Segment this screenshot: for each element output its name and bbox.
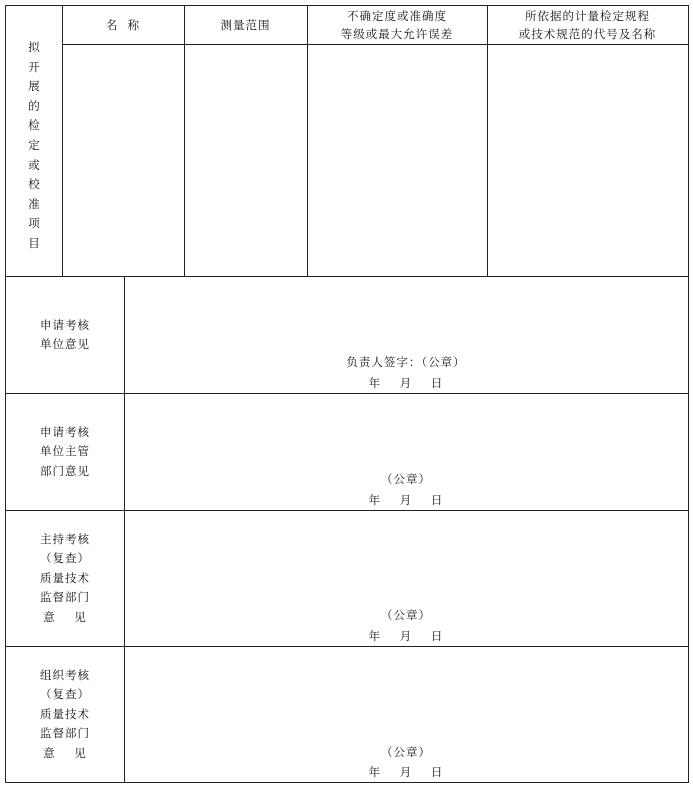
divider-col-3 [487, 6, 488, 276]
vertical-char: 校 [28, 177, 40, 192]
header-regulation: 所依据的计量检定规程 或技术规范的代号及名称 [518, 9, 657, 41]
vertical-char: 项 [28, 216, 40, 231]
vertical-char: 的 [28, 98, 40, 113]
row-label-organizer-dept-opinion: 组织考核 （复查） 质量技术 监督部门 意 见 [40, 667, 90, 760]
date-line: 年 月 日 [368, 765, 444, 779]
seal-line: （公章） [381, 745, 431, 759]
vertical-char: 定 [28, 137, 40, 152]
vertical-char: 准 [28, 196, 40, 211]
row-label-applicant-opinion: 申请考核 单位意见 [40, 317, 90, 351]
header-name: 名 称 [105, 18, 141, 32]
date-line: 年 月 日 [368, 493, 444, 507]
date-line: 年 月 日 [368, 376, 444, 390]
vertical-char: 展 [28, 79, 40, 94]
divider-col-1 [184, 6, 185, 276]
header-uncertainty: 不确定度或准确度 等级或最大允许误差 [340, 9, 454, 41]
divider-label-column [62, 6, 63, 276]
date-line: 年 月 日 [368, 629, 444, 643]
divider-col-2 [307, 6, 308, 276]
seal-line: （公章） [381, 472, 431, 486]
vertical-char: 或 [28, 157, 40, 172]
project-vertical-label [6, 38, 62, 254]
seal-line: （公章） [381, 608, 431, 622]
row-label-supervisor-opinion: 申请考核 单位主管 部门意见 [40, 424, 90, 478]
vertical-char: 目 [28, 235, 40, 250]
header-measurement-range: 测量范围 [220, 18, 271, 32]
header-row-divider [62, 44, 688, 45]
signature-line: 负责人签字：（公章） [346, 355, 466, 369]
vertical-char: 开 [28, 59, 40, 74]
vertical-char: 拟 [28, 40, 40, 54]
row-label-host-dept-opinion: 主持考核 （复查） 质量技术 监督部门 意 见 [40, 531, 90, 624]
vertical-char: 检 [28, 118, 40, 133]
